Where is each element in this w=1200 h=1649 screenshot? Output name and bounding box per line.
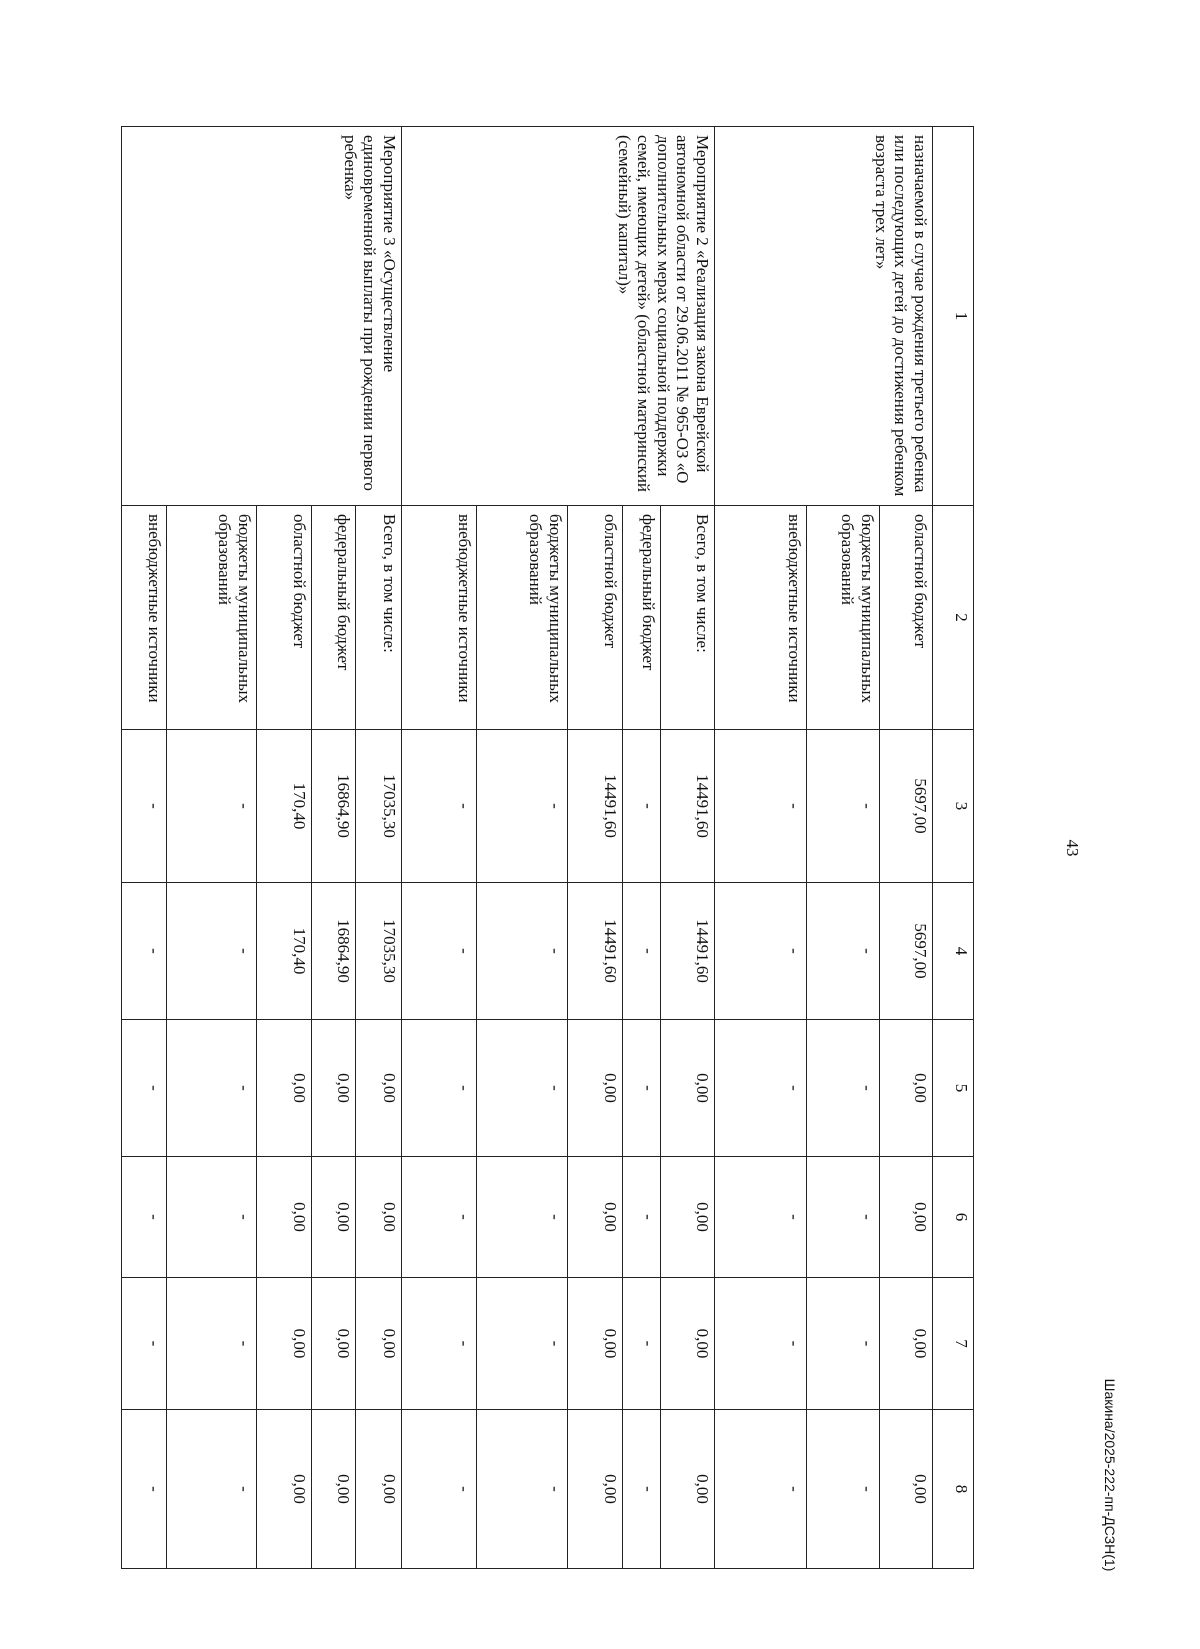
column-header: 5: [933, 1020, 974, 1157]
value-cell: -: [807, 730, 880, 883]
value-cell: 17035,30: [356, 730, 402, 883]
value-cell: -: [167, 1278, 257, 1410]
value-cell: -: [402, 1278, 477, 1410]
funding-source: внебюджетные источники: [715, 506, 807, 730]
value-cell: 0,00: [312, 1020, 356, 1157]
value-cell: -: [715, 1157, 807, 1278]
table-row: [880, 127, 933, 1569]
value-cell: 17035,30: [356, 883, 402, 1020]
measure-description: Мероприятие 2 «Реализация закона Еврейской автономной области от 29.06.2011 № 965-ОЗ «О дополнительных мерах социальной поддержки семей, имеющих детей» (областной материнский (семейный) капитал)»: [402, 127, 715, 506]
value-cell: -: [402, 1020, 477, 1157]
value-cell: -: [807, 1157, 880, 1278]
measure-description: назначаемой в случае рождения третьего ребенка или последующих детей до достижения ребенком возраста трех лет»: [715, 127, 933, 506]
value-cell: -: [807, 1410, 880, 1569]
value-cell: -: [402, 1410, 477, 1569]
value-cell: -: [167, 883, 257, 1020]
funding-source: бюджеты муниципальных образований: [477, 506, 568, 730]
column-header: 1: [933, 127, 974, 506]
value-cell: 16864,90: [312, 730, 356, 883]
column-header: 4: [933, 883, 974, 1020]
value-cell: -: [715, 730, 807, 883]
value-cell: 0,00: [880, 1410, 933, 1569]
value-cell: -: [623, 1278, 661, 1410]
column-header: 6: [933, 1157, 974, 1278]
value-cell: -: [122, 1020, 167, 1157]
value-cell: 0,00: [661, 1278, 715, 1410]
funding-source: Всего, в том числе:: [661, 506, 715, 730]
value-cell: -: [402, 883, 477, 1020]
value-cell: -: [402, 1157, 477, 1278]
funding-source: бюджеты муниципальных образований: [807, 506, 880, 730]
column-header: 7: [933, 1278, 974, 1410]
funding-source: областной бюджет: [880, 506, 933, 730]
column-header: 2: [933, 506, 974, 730]
value-cell: -: [477, 1157, 568, 1278]
value-cell: -: [477, 730, 568, 883]
value-cell: -: [402, 730, 477, 883]
value-cell: 0,00: [880, 1157, 933, 1278]
value-cell: 0,00: [356, 1020, 402, 1157]
funding-source: внебюджетные источники: [402, 506, 477, 730]
page-number: 43: [1063, 839, 1082, 857]
value-cell: -: [715, 1020, 807, 1157]
value-cell: 0,00: [356, 1278, 402, 1410]
value-cell: 0,00: [568, 1020, 623, 1157]
value-cell: 0,00: [661, 1020, 715, 1157]
value-cell: 0,00: [661, 1410, 715, 1569]
column-header: 8: [933, 1410, 974, 1569]
value-cell: 14491,60: [568, 883, 623, 1020]
funding-source: областной бюджет: [257, 506, 312, 730]
value-cell: 0,00: [257, 1410, 312, 1569]
funding-source: внебюджетные источники: [122, 506, 167, 730]
budget-table: [121, 126, 974, 1569]
column-header: 3: [933, 730, 974, 883]
value-cell: 0,00: [312, 1278, 356, 1410]
value-cell: -: [167, 1410, 257, 1569]
funding-source: бюджеты муниципальных образований: [167, 506, 257, 730]
value-cell: 0,00: [880, 1278, 933, 1410]
value-cell: -: [623, 1157, 661, 1278]
table-row: [661, 127, 715, 1569]
value-cell: -: [167, 1157, 257, 1278]
value-cell: -: [122, 1278, 167, 1410]
rotated-table-container: [122, 126, 974, 1568]
value-cell: -: [623, 1020, 661, 1157]
value-cell: 14491,60: [661, 883, 715, 1020]
table-row: [356, 127, 402, 1569]
value-cell: 0,00: [568, 1278, 623, 1410]
value-cell: -: [715, 1410, 807, 1569]
value-cell: 0,00: [257, 1278, 312, 1410]
value-cell: 16864,90: [312, 883, 356, 1020]
value-cell: -: [477, 883, 568, 1020]
value-cell: -: [167, 730, 257, 883]
value-cell: -: [623, 1410, 661, 1569]
funding-source: федеральный бюджет: [312, 506, 356, 730]
value-cell: 0,00: [312, 1157, 356, 1278]
funding-source: Всего, в том числе:: [356, 506, 402, 730]
value-cell: -: [623, 883, 661, 1020]
value-cell: 0,00: [312, 1410, 356, 1569]
value-cell: -: [122, 730, 167, 883]
value-cell: -: [715, 1278, 807, 1410]
value-cell: 170,40: [257, 883, 312, 1020]
value-cell: 5697,00: [880, 883, 933, 1020]
value-cell: -: [477, 1020, 568, 1157]
value-cell: 0,00: [661, 1157, 715, 1278]
value-cell: -: [623, 730, 661, 883]
value-cell: 0,00: [568, 1410, 623, 1569]
value-cell: -: [477, 1278, 568, 1410]
value-cell: 0,00: [356, 1157, 402, 1278]
value-cell: 170,40: [257, 730, 312, 883]
value-cell: 14491,60: [661, 730, 715, 883]
value-cell: -: [715, 883, 807, 1020]
document-code: Шакина/2025-222-пп-ДСЗН(1): [1102, 1378, 1118, 1572]
value-cell: -: [122, 1157, 167, 1278]
value-cell: 0,00: [356, 1410, 402, 1569]
value-cell: 0,00: [880, 1020, 933, 1157]
value-cell: -: [167, 1020, 257, 1157]
value-cell: -: [807, 1278, 880, 1410]
value-cell: 5697,00: [880, 730, 933, 883]
measure-description: Мероприятие 3 «Осуществление единовременной выплаты при рождении первого ребенка»: [122, 127, 402, 506]
value-cell: -: [807, 883, 880, 1020]
value-cell: -: [122, 883, 167, 1020]
funding-source: федеральный бюджет: [623, 506, 661, 730]
value-cell: 0,00: [257, 1020, 312, 1157]
value-cell: -: [122, 1410, 167, 1569]
header-row: [933, 127, 974, 1569]
value-cell: 14491,60: [568, 730, 623, 883]
funding-source: областной бюджет: [568, 506, 623, 730]
value-cell: 0,00: [257, 1157, 312, 1278]
value-cell: 0,00: [568, 1157, 623, 1278]
value-cell: -: [477, 1410, 568, 1569]
value-cell: -: [807, 1020, 880, 1157]
